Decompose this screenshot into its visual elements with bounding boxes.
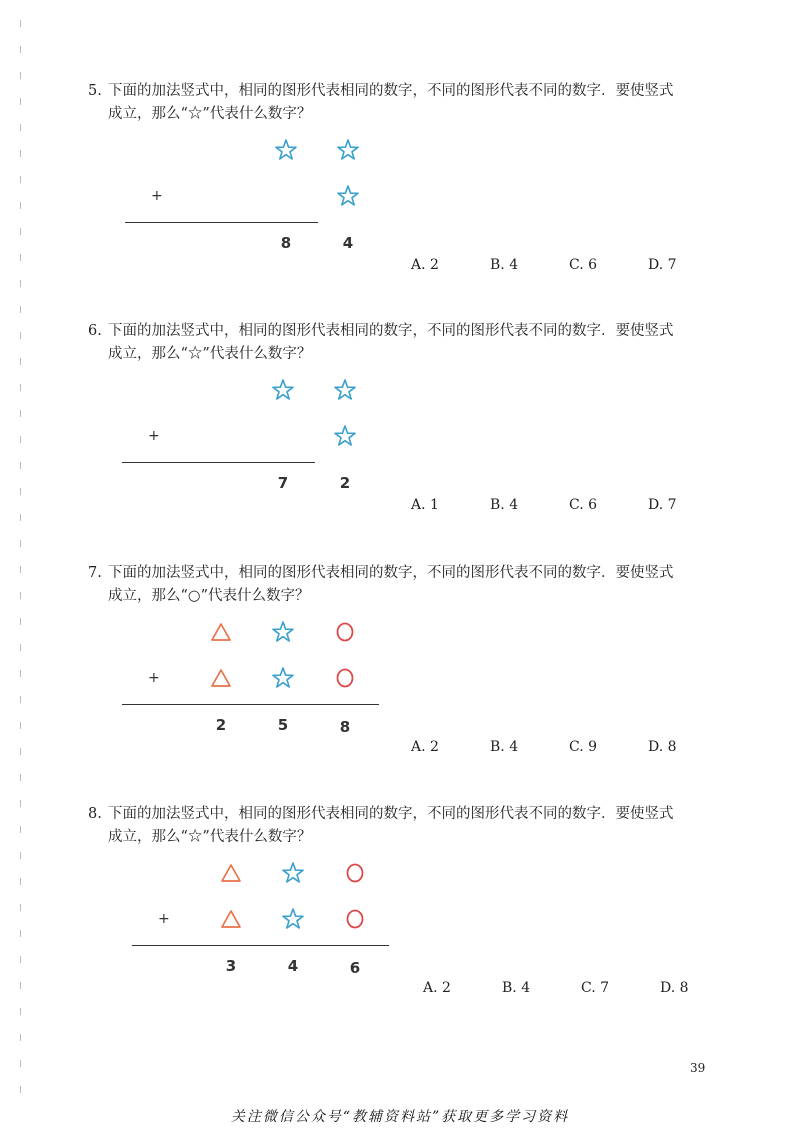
circle-icon	[333, 620, 357, 644]
result-digit: 4	[287, 957, 299, 975]
sum-line	[132, 945, 389, 946]
star-icon	[271, 378, 295, 402]
sum-line	[125, 222, 318, 223]
star-icon	[281, 907, 305, 931]
problem-5	[0, 80, 800, 320]
question-line-1: 下面的加法竖式中，相同的图形代表相同的数字，不同的图形代表不同的数字．要使竖式	[108, 323, 674, 339]
result-digit: 4	[342, 234, 354, 252]
result-digit: 2	[215, 716, 227, 734]
footer-note: 关注微信公众号“教辅资料站”获取更多学习资料	[230, 1109, 570, 1125]
result-digit: 3	[225, 957, 237, 975]
triangle-icon	[209, 620, 233, 644]
triangle-icon	[209, 666, 233, 690]
result-digit: 5	[277, 716, 289, 734]
question-text	[88, 803, 728, 849]
option-a[interactable]: A. 2	[411, 739, 439, 755]
question-number: 5.	[88, 83, 102, 99]
option-c[interactable]: C. 7	[581, 980, 610, 996]
result-digit: 6	[349, 959, 361, 977]
question-line-2: 成立，那么“☆”代表什么数字？	[108, 346, 312, 362]
question-line-2: 成立，那么“☆”代表什么数字？	[108, 829, 312, 845]
question-line-1: 下面的加法竖式中，相同的图形代表相同的数字，不同的图形代表不同的数字．要使竖式	[108, 565, 674, 581]
plus-sign: +	[158, 911, 170, 927]
sum-line	[122, 462, 315, 463]
option-a[interactable]: A. 1	[411, 497, 439, 513]
option-c[interactable]: C. 6	[569, 257, 598, 273]
question-line-2: 成立，那么“○”代表什么数字？	[108, 588, 310, 604]
option-c[interactable]: C. 9	[569, 739, 598, 755]
result-digit: 8	[339, 718, 351, 736]
option-a[interactable]: A. 2	[423, 980, 451, 996]
option-d[interactable]: D. 7	[648, 257, 677, 273]
star-icon	[333, 424, 357, 448]
option-d[interactable]: D. 8	[648, 739, 677, 755]
question-text	[88, 320, 728, 366]
star-icon	[336, 184, 360, 208]
plus-sign: +	[151, 188, 163, 204]
question-text	[88, 80, 728, 126]
star-icon	[336, 138, 360, 162]
option-a[interactable]: A. 2	[411, 257, 439, 273]
question-line-1: 下面的加法竖式中，相同的图形代表相同的数字，不同的图形代表不同的数字．要使竖式	[108, 806, 674, 822]
option-c[interactable]: C. 6	[569, 497, 598, 513]
result-digit: 2	[339, 474, 351, 492]
plus-sign: +	[148, 670, 160, 686]
problem-8	[0, 803, 800, 1043]
problem-7	[0, 562, 800, 802]
option-d[interactable]: D. 7	[648, 497, 677, 513]
question-text	[88, 562, 728, 608]
star-icon	[333, 378, 357, 402]
result-digit: 7	[277, 474, 289, 492]
question-line-2: 成立，那么“☆”代表什么数字？	[108, 106, 312, 122]
question-number: 7.	[88, 565, 102, 581]
option-d[interactable]: D. 8	[660, 980, 689, 996]
option-b[interactable]: B. 4	[490, 497, 519, 513]
sum-line	[122, 704, 379, 705]
plus-sign: +	[148, 428, 160, 444]
question-number: 8.	[88, 806, 102, 822]
option-b[interactable]: B. 4	[490, 739, 519, 755]
star-icon	[271, 666, 295, 690]
star-icon	[271, 620, 295, 644]
star-icon	[274, 138, 298, 162]
result-digit: 8	[280, 234, 292, 252]
option-b[interactable]: B. 4	[502, 980, 531, 996]
triangle-icon	[219, 861, 243, 885]
problem-6	[0, 320, 800, 560]
question-number: 6.	[88, 323, 102, 339]
circle-icon	[343, 907, 367, 931]
star-icon	[281, 861, 305, 885]
page-number: 39	[690, 1061, 706, 1075]
option-b[interactable]: B. 4	[490, 257, 519, 273]
circle-icon	[343, 861, 367, 885]
triangle-icon	[219, 907, 243, 931]
circle-icon	[333, 666, 357, 690]
question-line-1: 下面的加法竖式中，相同的图形代表相同的数字，不同的图形代表不同的数字．要使竖式	[108, 83, 674, 99]
